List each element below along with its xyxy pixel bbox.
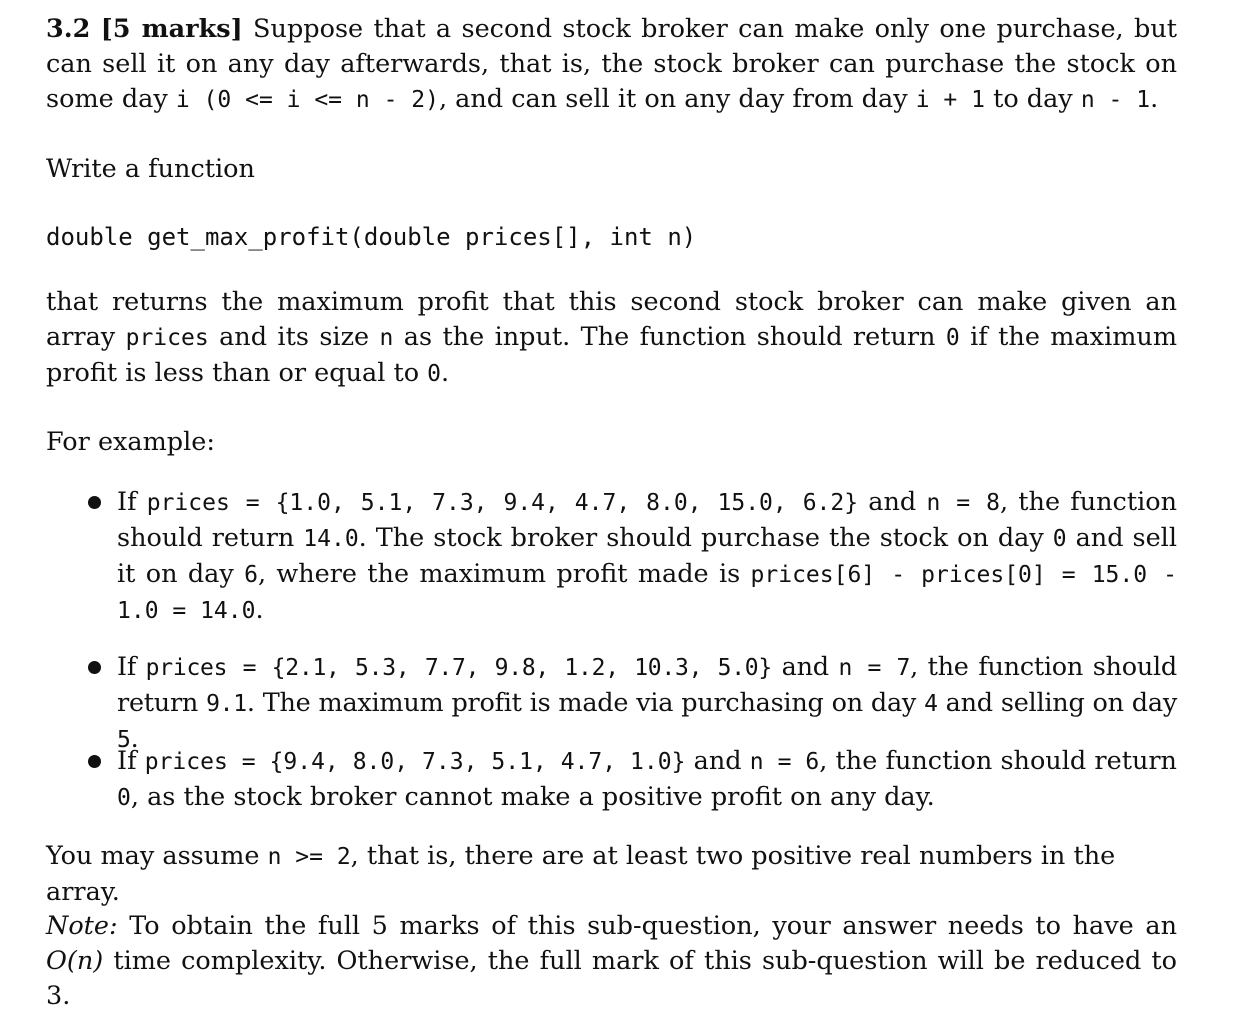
example-return-code: 9.1	[206, 691, 247, 717]
example-item	[117, 650, 1177, 758]
example-text: .	[255, 595, 264, 625]
example-n-code: n = 6	[749, 749, 820, 775]
example-text: and	[771, 652, 839, 682]
bullet-icon	[88, 661, 101, 674]
intro-text: Suppose that a second stock broker can make only one purchase, but can sell it on any day afterwards, that is, the stock broker can purchase the stock on some day	[46, 14, 1178, 114]
example-text: and	[858, 487, 927, 517]
code-zero: 0	[427, 361, 442, 387]
intro-code-start: i + 1	[915, 87, 985, 113]
example-prices-code: prices = {2.1, 5.3, 7.7, 9.8, 1.2, 10.3, 5.0}	[145, 655, 772, 681]
question-intro	[46, 12, 1177, 118]
intro-text: , and can sell it on any day from day	[438, 84, 916, 114]
note-complexity: O(n)	[46, 946, 104, 976]
example-text: and selling on day	[937, 688, 1177, 718]
assumption-part: , that is, there are at least two positive real numbers in the array.	[46, 841, 1116, 907]
example-formula-code: prices[6] - prices[0] = 15.0 - 1.0 = 14.0	[117, 562, 1178, 624]
note-text: time complexity. Otherwise, the full mark of this sub-question will be reduced to 3.	[46, 946, 1177, 1011]
example-day-code: 6	[244, 562, 258, 588]
note-text: To obtain the full 5 marks of this sub-question, your answer needs to have an	[117, 911, 1177, 941]
example-return-code: 0	[117, 785, 131, 811]
code-zero: 0	[945, 325, 960, 351]
intro-code-range: i (0 <= i <= n - 2)	[175, 87, 439, 113]
example-item	[117, 485, 1177, 629]
returns-description	[46, 285, 1177, 392]
example-return-code: 14.0	[303, 526, 359, 552]
example-text: . The stock broker should purchase the stock on day	[358, 523, 1053, 553]
example-day-code: 5	[117, 727, 131, 753]
example-text: , the function should return	[117, 652, 1177, 718]
returns-text: as the input. The function should return	[393, 322, 946, 352]
example-text: If	[117, 487, 147, 517]
code-prices: prices	[125, 325, 209, 351]
example-prices-code: prices = {1.0, 5.1, 7.3, 9.4, 4.7, 8.0, 15.0, 6.2}	[146, 490, 859, 516]
example-text: If	[117, 746, 145, 776]
bullet-icon	[88, 496, 101, 509]
example-n-code: n = 8	[926, 490, 1000, 516]
question-number: 3.2	[46, 14, 91, 44]
example-text: and	[685, 746, 750, 776]
intro-text: to day	[984, 84, 1081, 114]
for-example-heading: For example:	[46, 427, 215, 457]
assumption-code: n >= 2	[267, 844, 351, 870]
note-label: Note:	[46, 911, 118, 941]
intro-code-end: n - 1	[1080, 87, 1151, 113]
returns-text: and its size	[208, 322, 380, 352]
example-text: , where the maximum profit made is	[257, 559, 751, 589]
returns-text: .	[441, 358, 450, 388]
example-day-code: 0	[1052, 526, 1067, 552]
example-text: and sell it on day	[117, 523, 1177, 589]
example-day-code: 4	[924, 691, 938, 717]
question-marks: [5 marks]	[100, 14, 243, 44]
example-text: .	[130, 724, 139, 754]
example-text: , as the stock broker cannot make a positive profit on any day.	[130, 782, 935, 812]
returns-text: if the maximum profit is less than or equal to	[46, 322, 1178, 388]
complexity-note	[46, 909, 1177, 1014]
example-text: If	[117, 652, 146, 682]
example-n-code: n = 7	[838, 655, 911, 681]
example-item	[117, 744, 1177, 816]
code-n: n	[379, 325, 394, 351]
example-prices-code: prices = {9.4, 8.0, 7.3, 5.1, 4.7, 1.0}	[144, 749, 686, 775]
example-text: , the function should return	[819, 746, 1177, 776]
intro-text: .	[1150, 84, 1159, 114]
assumption-part: You may assume	[46, 841, 268, 871]
example-text: , the function should return	[117, 487, 1177, 553]
write-function-text: Write a function	[46, 154, 255, 184]
bullet-icon	[88, 755, 101, 768]
function-signature: double get_max_profit(double prices[], int n)	[46, 223, 697, 251]
example-text: . The maximum profit is made via purchasing on day	[246, 688, 925, 718]
returns-text: that returns the maximum profit that this second stock broker can make given an array	[46, 287, 1177, 352]
assumption-text	[46, 839, 1186, 910]
